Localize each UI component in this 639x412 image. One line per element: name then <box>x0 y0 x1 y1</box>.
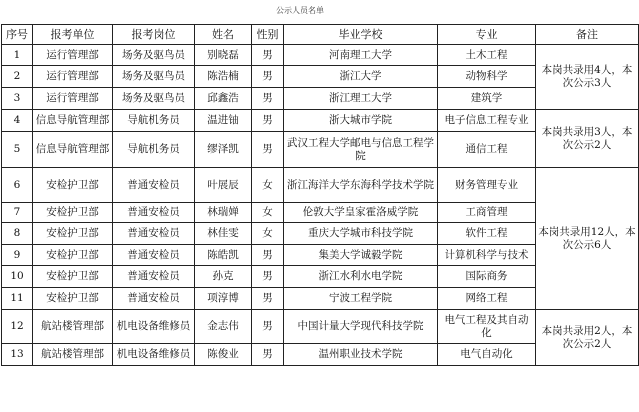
row-no: 11 <box>2 288 33 310</box>
row-school: 浙大城市学院 <box>284 110 438 132</box>
row-major: 电气自动化 <box>438 344 536 366</box>
row-major: 国际商务 <box>438 266 536 288</box>
row-major: 动物科学 <box>438 66 536 88</box>
row-major: 工商管理 <box>438 203 536 223</box>
row-no: 10 <box>2 266 33 288</box>
row-unit: 安检护卫部 <box>33 223 113 245</box>
table-row <box>2 45 639 66</box>
row-post: 场务及驱鸟员 <box>113 66 195 88</box>
row-no: 1 <box>2 45 33 66</box>
row-gender: 男 <box>252 88 284 110</box>
row-gender: 女 <box>252 168 284 203</box>
table-row <box>2 110 639 132</box>
row-major: 电子信息工程专业 <box>438 110 536 132</box>
row-school: 武汉工程大学邮电与信息工程学院 <box>284 132 438 168</box>
row-gender: 女 <box>252 203 284 223</box>
row-unit: 运行管理部 <box>33 88 113 110</box>
row-unit: 安检护卫部 <box>33 266 113 288</box>
row-unit: 安检护卫部 <box>33 168 113 203</box>
row-name: 别晓磊 <box>195 45 252 66</box>
header-row <box>2 25 639 45</box>
header-major: 专业 <box>438 25 536 45</box>
row-post: 普通安检员 <box>113 223 195 245</box>
header-no: 序号 <box>2 25 33 45</box>
row-unit: 运行管理部 <box>33 66 113 88</box>
remark-cell: 本岗共录用12人，本次公示6人 <box>536 168 639 310</box>
table-row <box>2 168 639 203</box>
row-no: 3 <box>2 88 33 110</box>
row-unit: 信息导航管理部 <box>33 110 113 132</box>
row-name: 叶展辰 <box>195 168 252 203</box>
row-major: 土木工程 <box>438 45 536 66</box>
personnel-table <box>1 24 639 366</box>
row-unit: 安检护卫部 <box>33 203 113 223</box>
row-no: 12 <box>2 310 33 344</box>
row-name: 邱鑫浩 <box>195 88 252 110</box>
row-major: 通信工程 <box>438 132 536 168</box>
row-major: 建筑学 <box>438 88 536 110</box>
row-school: 河南理工大学 <box>284 45 438 66</box>
remark-cell: 本岗共录用4人，本次公示3人 <box>536 45 639 110</box>
row-school: 浙江水利水电学院 <box>284 266 438 288</box>
header-name: 姓名 <box>195 25 252 45</box>
row-school: 中国计量大学现代科技学院 <box>284 310 438 344</box>
row-gender: 男 <box>252 288 284 310</box>
row-gender: 男 <box>252 110 284 132</box>
row-post: 场务及驱鸟员 <box>113 88 195 110</box>
row-major: 财务管理专业 <box>438 168 536 203</box>
row-major: 计算机科学与技术 <box>438 245 536 266</box>
header-school: 毕业学校 <box>284 25 438 45</box>
row-no: 5 <box>2 132 33 168</box>
remark-cell: 本岗共录用3人，本次公示2人 <box>536 110 639 168</box>
row-name: 陈皓凯 <box>195 245 252 266</box>
row-name: 金志伟 <box>195 310 252 344</box>
row-no: 8 <box>2 223 33 245</box>
row-major: 软件工程 <box>438 223 536 245</box>
row-name: 陈浩楠 <box>195 66 252 88</box>
row-school: 重庆大学城市科技学院 <box>284 223 438 245</box>
row-post: 机电设备维修员 <box>113 344 195 366</box>
row-name: 温进铀 <box>195 110 252 132</box>
header-post: 报考岗位 <box>113 25 195 45</box>
row-no: 6 <box>2 168 33 203</box>
row-name: 缪泽凯 <box>195 132 252 168</box>
header-remark: 备注 <box>536 25 639 45</box>
row-school: 集美大学诚毅学院 <box>284 245 438 266</box>
row-name: 孙克 <box>195 266 252 288</box>
row-no: 13 <box>2 344 33 366</box>
row-no: 7 <box>2 203 33 223</box>
row-no: 2 <box>2 66 33 88</box>
row-school: 宁波工程学院 <box>284 288 438 310</box>
row-school: 浙江大学 <box>284 66 438 88</box>
row-major: 网络工程 <box>438 288 536 310</box>
row-unit: 安检护卫部 <box>33 288 113 310</box>
row-unit: 航站楼管理部 <box>33 310 113 344</box>
row-post: 普通安检员 <box>113 245 195 266</box>
row-name: 项淳博 <box>195 288 252 310</box>
row-gender: 女 <box>252 223 284 245</box>
row-no: 9 <box>2 245 33 266</box>
row-post: 机电设备维修员 <box>113 310 195 344</box>
header-unit: 报考单位 <box>33 25 113 45</box>
row-post: 场务及驱鸟员 <box>113 45 195 66</box>
row-gender: 男 <box>252 266 284 288</box>
row-school: 伦敦大学皇家霍洛威学院 <box>284 203 438 223</box>
row-unit: 航站楼管理部 <box>33 344 113 366</box>
row-unit: 运行管理部 <box>33 45 113 66</box>
table-body <box>2 45 639 366</box>
row-post: 导航机务员 <box>113 132 195 168</box>
row-name: 林瑞婵 <box>195 203 252 223</box>
row-no: 4 <box>2 110 33 132</box>
row-gender: 男 <box>252 66 284 88</box>
row-post: 普通安检员 <box>113 288 195 310</box>
row-unit: 信息导航管理部 <box>33 132 113 168</box>
row-post: 普通安检员 <box>113 168 195 203</box>
row-gender: 男 <box>252 132 284 168</box>
row-school: 温州职业技术学院 <box>284 344 438 366</box>
row-post: 普通安检员 <box>113 266 195 288</box>
row-school: 浙江海洋大学东海科学技术学院 <box>284 168 438 203</box>
row-major: 电气工程及其自动化 <box>438 310 536 344</box>
row-gender: 男 <box>252 245 284 266</box>
table-row <box>2 310 639 344</box>
row-post: 普通安检员 <box>113 203 195 223</box>
row-gender: 男 <box>252 310 284 344</box>
row-name: 林佳雯 <box>195 223 252 245</box>
row-name: 陈俊业 <box>195 344 252 366</box>
row-post: 导航机务员 <box>113 110 195 132</box>
row-unit: 安检护卫部 <box>33 245 113 266</box>
remark-cell: 本岗共录用2人，本次公示2人 <box>536 310 639 366</box>
row-gender: 男 <box>252 45 284 66</box>
row-gender: 男 <box>252 344 284 366</box>
header-gender: 性别 <box>252 25 284 45</box>
row-school: 浙江理工大学 <box>284 88 438 110</box>
page-title: 公示人员名单 <box>276 6 324 15</box>
